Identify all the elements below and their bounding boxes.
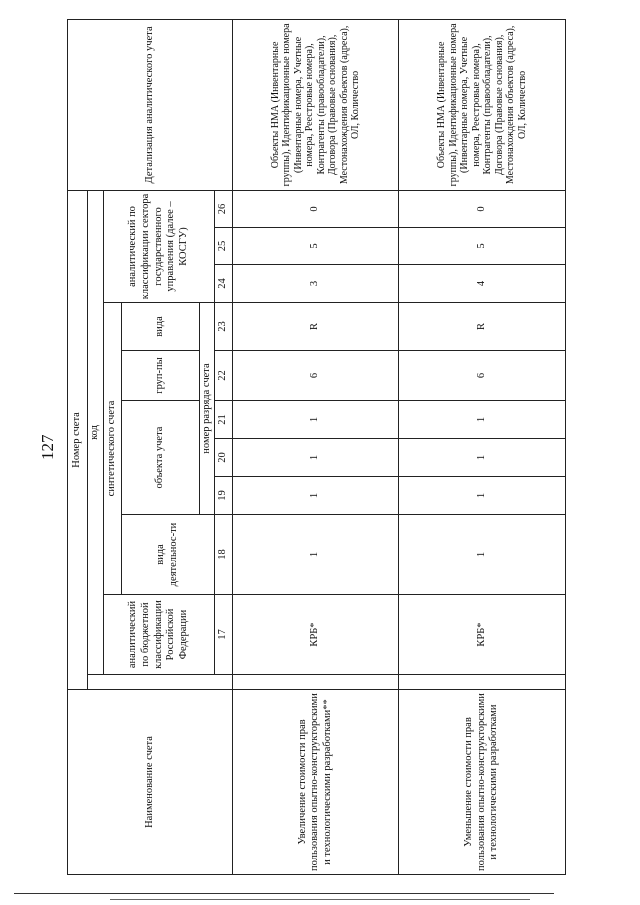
code-cell: 0 [399, 190, 566, 227]
digit-cell: 23 [215, 303, 233, 351]
code-cell: 1 [233, 515, 399, 595]
digit-cell: 24 [215, 265, 233, 303]
table-row [233, 19, 399, 874]
digit-number-header: номер разряда счета [199, 303, 215, 515]
rotated-table-container [67, 20, 562, 875]
analytic-kosgu-header: аналитический по классификации сектора государственного управления (далее – КОСГУ) [103, 190, 215, 302]
code-cell: 1 [233, 439, 399, 477]
spacer-cell [399, 675, 566, 690]
group-header: груп-пы [121, 351, 199, 401]
code-cell: R [233, 303, 399, 351]
detail-cell: Объекты НМА (Инвентарные группы), Идентификационные номера (Инвентарные номера, Учетные номера, Реестровые номера), Контрагенты (правообладатели), Договора (Правовые основания), Местонахождения объектов (адреса), ОЛ, Количество [233, 19, 399, 190]
bottom-edge-line [14, 893, 554, 894]
digit-cell: 17 [215, 595, 233, 675]
code-cell: 1 [399, 401, 566, 439]
spacer-cell [88, 675, 233, 690]
account-object-header: объекта учета [121, 401, 199, 515]
code-cell: 3 [233, 265, 399, 303]
code-cell: 5 [233, 228, 399, 265]
account-name-cell: Уменьшение стоимости прав пользования опытно-конструкторскими и технологическими разработками [399, 690, 566, 875]
code-cell: 1 [399, 439, 566, 477]
page-number: 127 [38, 434, 57, 460]
digit-cell: 20 [215, 439, 233, 477]
code-cell: 0 [233, 190, 399, 227]
digit-cell: 25 [215, 228, 233, 265]
digit-cell: 19 [215, 477, 233, 515]
code-cell: КРБ* [399, 595, 566, 675]
code-cell: R [399, 303, 566, 351]
digit-cell: 22 [215, 351, 233, 401]
bottom-edge-line-short [110, 899, 530, 900]
code-header: код [88, 190, 104, 674]
digit-cell: 26 [215, 190, 233, 227]
code-cell: 6 [233, 351, 399, 401]
activity-type-header: вида деятельнос-ти [121, 515, 215, 595]
code-cell: 1 [233, 477, 399, 515]
spacer-cell [233, 675, 399, 690]
kind-header: вида [121, 303, 199, 351]
account-number-header: Номер счета [68, 190, 88, 689]
code-cell: 1 [233, 401, 399, 439]
synthetic-account-header: синтетического счета [103, 303, 121, 595]
account-name-cell: Увеличение стоимости прав пользования опытно-конструкторскими и технологическими разработками** [233, 690, 399, 875]
digit-cell: 18 [215, 515, 233, 595]
code-cell: КРБ* [233, 595, 399, 675]
accounts-table [67, 19, 566, 875]
detail-cell: Объекты НМА (Инвентарные группы), Идентификационные номера (Инвентарные номера, Учетные номера, Реестровые номера), Контрагенты (правообладатели), Договора (Правовые основания), Местонахождения объектов (адреса), ОЛ, Количество [399, 19, 566, 190]
detail-header: Детализация аналитического учета [68, 19, 233, 190]
analytic-budget-header: аналитический по бюджетной классификации Российской Федерации [103, 595, 215, 675]
code-cell: 1 [399, 477, 566, 515]
code-cell: 1 [399, 515, 566, 595]
account-name-header: Наименование счета [68, 690, 233, 875]
digit-cell: 21 [215, 401, 233, 439]
code-cell: 4 [399, 265, 566, 303]
table-row [399, 19, 566, 874]
code-cell: 6 [399, 351, 566, 401]
code-cell: 5 [399, 228, 566, 265]
